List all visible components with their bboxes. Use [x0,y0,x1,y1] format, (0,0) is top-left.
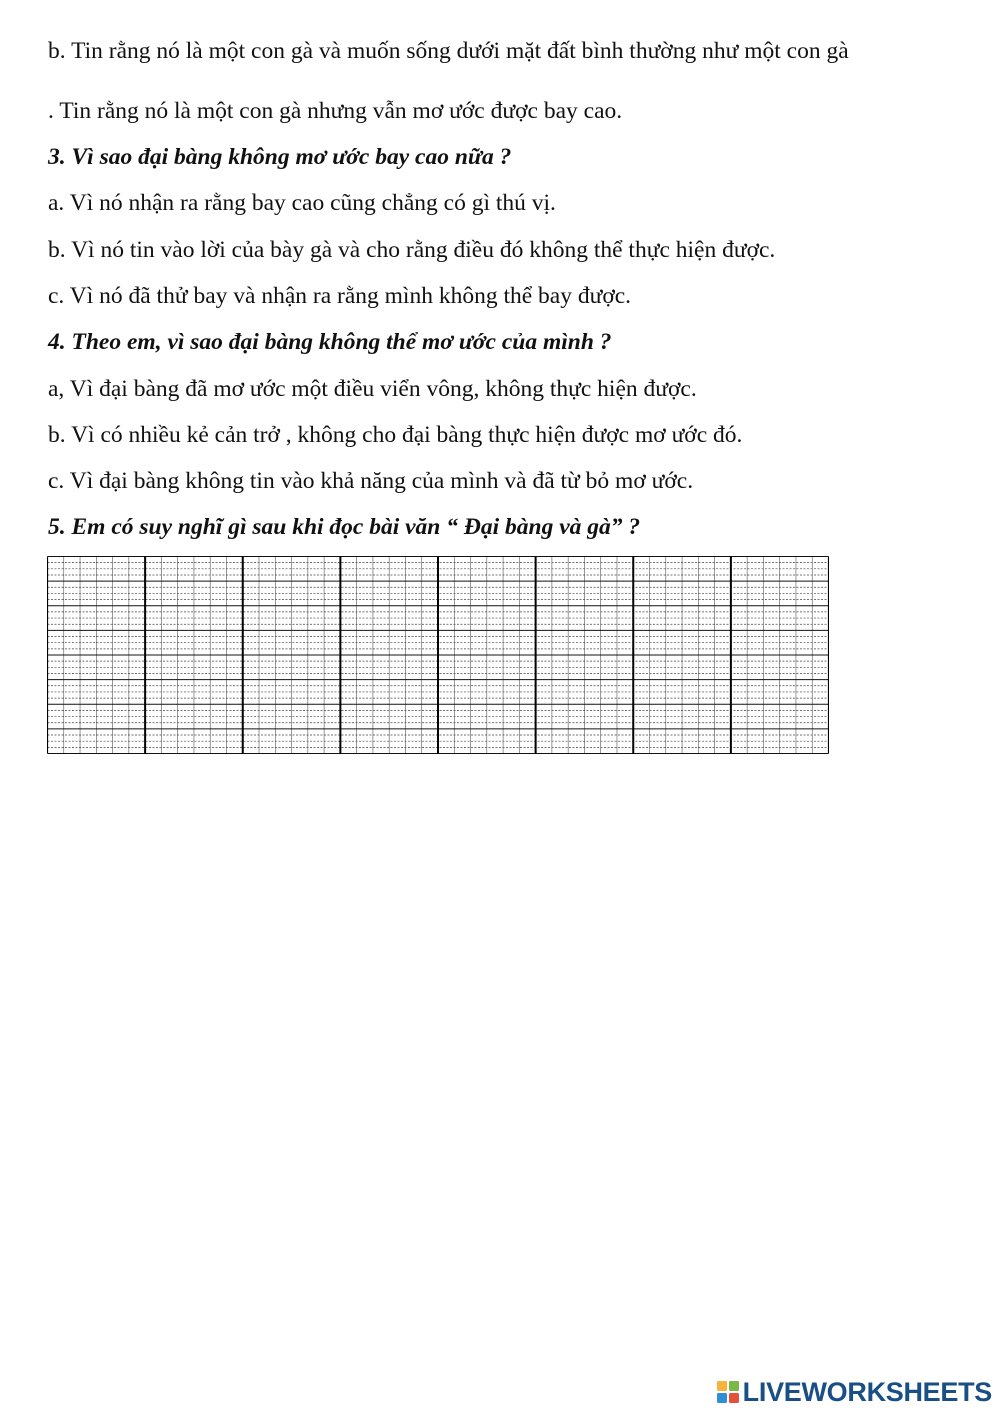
liveworksheets-logo-text: LIVEWORKSHEETS [742,1376,992,1407]
answer-option-2c: . Tin rằng nó là một con gà nhưng vẫn mơ ước được bay cao. [48,98,623,124]
answer-option-2b: b. Tin rằng nó là một con gà và muốn sống dưới mặt đất bình thường như một con gà [48,38,849,64]
liveworksheets-logo-icon [717,1381,739,1403]
handwriting-grid[interactable] [47,556,829,754]
answer-option-4b: b. Vì có nhiều kẻ cản trở , không cho đại bàng thực hiện được mơ ước đó. [48,422,743,448]
handwriting-grid-lines [47,556,829,754]
question-3: 3. Vì sao đại bàng không mơ ước bay cao nữa ? [48,144,512,170]
question-5: 5. Em có suy nghĩ gì sau khi đọc bài văn “ Đại bàng và gà” ? [48,514,641,540]
answer-option-3b: b. Vì nó tin vào lời của bày gà và cho rằng điều đó không thể thực hiện được. [48,237,776,263]
answer-option-3a: a. Vì nó nhận ra rằng bay cao cũng chẳng có gì thú vị. [48,190,556,216]
question-4: 4. Theo em, vì sao đại bàng không thể mơ ước của mình ? [48,329,612,355]
answer-option-3c: c. Vì nó đã thử bay và nhận ra rằng mình không thể bay được. [48,283,632,309]
answer-option-4c: c. Vì đại bàng không tin vào khả năng của mình và đã từ bỏ mơ ước. [48,468,694,494]
liveworksheets-logo [717,1376,992,1408]
answer-option-4a: a, Vì đại bàng đã mơ ước một điều viển vông, không thực hiện được. [48,376,697,402]
